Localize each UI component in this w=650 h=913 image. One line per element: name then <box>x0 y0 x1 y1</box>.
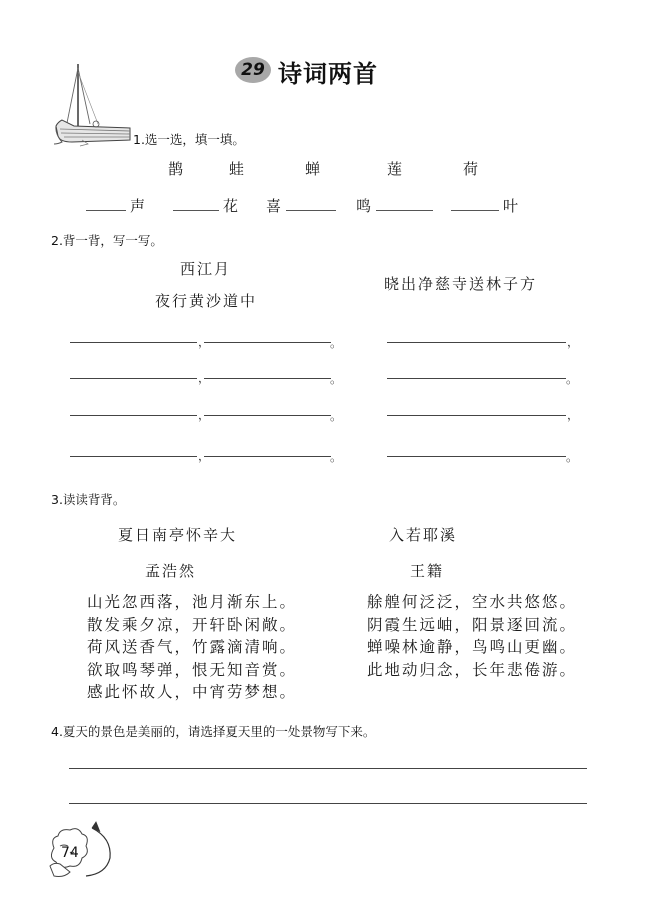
sailboat-icon <box>52 62 132 148</box>
poem-body-left <box>87 591 297 704</box>
answer-blank[interactable] <box>86 210 126 211</box>
poem-line: 散发乘夕凉，开轩卧闲敞。 <box>87 615 298 634</box>
poem-line: 此地动归念，长年悲倦游。 <box>367 660 578 679</box>
poem-body-right <box>367 591 577 681</box>
cartoon-character-icon <box>40 818 120 882</box>
lesson-number: 29 <box>241 60 265 80</box>
writing-line[interactable] <box>70 415 197 416</box>
poem-subtitle: 夜行黄沙道中 <box>155 292 258 310</box>
poem-line: 蝉噪林逾静，鸟鸣山更幽。 <box>367 638 578 656</box>
choice-word: 蝉 <box>305 160 321 178</box>
writing-line[interactable] <box>204 342 331 343</box>
period-mark: 。 <box>330 336 343 350</box>
poem-line: 山光忽西落，池月渐东上。 <box>87 593 298 611</box>
poem-title: 西江月 <box>180 260 232 278</box>
writing-line[interactable] <box>70 378 197 379</box>
period-mark: 。 <box>330 372 343 386</box>
writing-line[interactable] <box>70 456 197 457</box>
fill-prefix: 喜 <box>266 197 282 215</box>
poem-line: 感此怀故人，中宵劳梦想。 <box>87 683 298 701</box>
period-mark: 。 <box>330 450 343 464</box>
fill-suffix: 声 <box>130 197 146 215</box>
choice-word: 莲 <box>387 160 403 178</box>
poem-line: 艅艎何泛泛，空水共悠悠。 <box>367 593 578 611</box>
page-number: 74 <box>61 845 79 861</box>
period-mark: 。 <box>566 450 579 464</box>
writing-line[interactable] <box>69 768 587 769</box>
writing-line[interactable] <box>69 803 587 804</box>
writing-line[interactable] <box>387 415 566 416</box>
poem-author: 孟浩然 <box>145 562 197 580</box>
choice-word: 荷 <box>463 160 479 178</box>
question-2-label: 2.背一背，写一写。 <box>51 233 163 248</box>
choice-word: 蛙 <box>229 160 245 178</box>
poem-title: 入若耶溪 <box>389 526 458 544</box>
question-4-label: 4.夏天的景色是美丽的，请选择夏天里的一处景物写下来。 <box>51 724 376 739</box>
poem-line: 阴霞生远岫，阳景逐回流。 <box>367 615 578 634</box>
answer-blank[interactable] <box>376 210 433 211</box>
period-mark: 。 <box>566 372 579 386</box>
comma-mark: ， <box>567 408 580 422</box>
answer-blank[interactable] <box>286 210 336 211</box>
period-mark: 。 <box>330 409 343 423</box>
poem-line: 荷风送香气，竹露滴清响。 <box>87 638 298 656</box>
answer-blank[interactable] <box>173 210 219 211</box>
fill-suffix: 叶 <box>503 197 519 215</box>
poem-title: 晓出净慈寺送林子方 <box>384 275 538 293</box>
writing-line[interactable] <box>204 456 331 457</box>
page-title: 诗词两首 <box>278 59 378 88</box>
comma-mark: ， <box>198 449 211 463</box>
lesson-number-badge <box>235 57 271 83</box>
page-mascot <box>40 818 120 882</box>
writing-line[interactable] <box>387 378 566 379</box>
poem-line: 欲取鸣琴弹，恨无知音赏。 <box>87 660 298 679</box>
poem-title: 夏日南亭怀辛大 <box>118 526 238 544</box>
fill-prefix: 鸣 <box>356 197 372 215</box>
comma-mark: ， <box>198 371 211 385</box>
poem-author: 王籍 <box>410 562 445 580</box>
comma-mark: ， <box>567 335 580 349</box>
comma-mark: ， <box>198 408 211 422</box>
writing-line[interactable] <box>387 456 566 457</box>
choice-word: 鹊 <box>168 160 184 178</box>
comma-mark: ， <box>198 335 211 349</box>
answer-blank[interactable] <box>451 210 499 211</box>
question-3-label: 3.读读背背。 <box>51 492 126 507</box>
writing-line[interactable] <box>204 378 331 379</box>
writing-line[interactable] <box>387 342 566 343</box>
boat-illustration <box>52 62 132 148</box>
writing-line[interactable] <box>204 415 331 416</box>
writing-line[interactable] <box>70 342 197 343</box>
question-1-label: 1.选一选，填一填。 <box>133 132 245 147</box>
fill-suffix: 花 <box>223 197 239 215</box>
